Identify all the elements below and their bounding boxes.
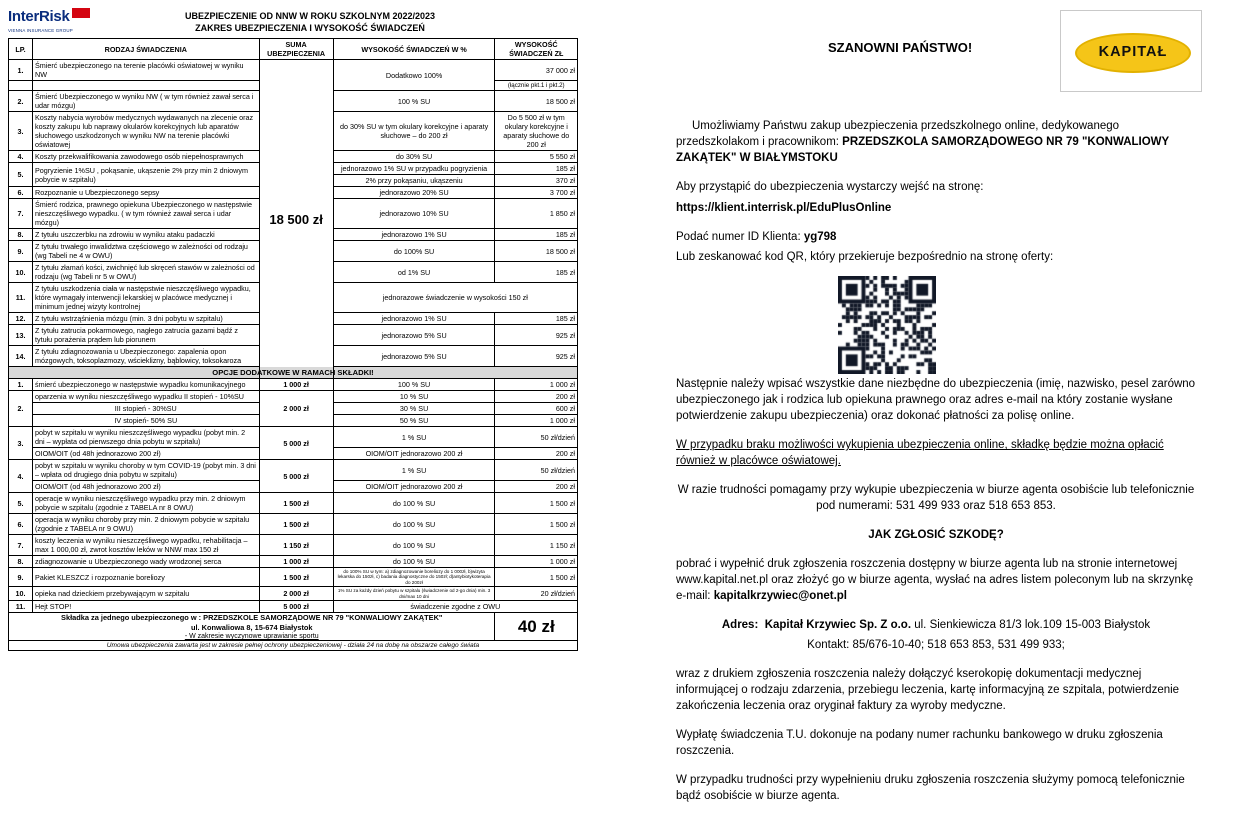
row-name: Z tytułu trwałego inwalidztwa częściowego w zależności od rodzaju (wg Tabeli ne 4 w OWU): [33, 241, 260, 262]
agency-address-line: [676, 617, 1196, 633]
row-su: 5 000 zł: [259, 460, 333, 493]
paragraph-payout: Wypłatę świadczenia T.U. dokonuje na podany numer rachunku bankowego w druku zgłoszenia roszczenia.: [676, 729, 1163, 757]
row-name: Z tytułu uszkodzenia ciała w następstwie nieszczęśliwego wypadku, które wymagały interwencji lekarskiej w placówce medycznej i minimum jednej wizyty kontrolnej: [33, 283, 260, 313]
row-su: 5 000 zł: [259, 601, 333, 613]
row-pct: świadczenie zgodne z OWU: [333, 601, 577, 613]
row-lp: 6.: [9, 514, 33, 535]
eduplus-url[interactable]: https://klient.interrisk.pl/EduPlusOnline: [676, 202, 892, 214]
row-zl: 1 850 zł: [495, 199, 578, 229]
row-su: 1 500 zł: [259, 493, 333, 514]
premium-amount: 40 zł: [495, 613, 578, 641]
row-pct: jednorazowo 10% SU: [333, 199, 495, 229]
benefits-table: [8, 38, 578, 651]
table-row: [9, 601, 578, 613]
row-pct: jednorazowo 5% SU: [333, 346, 495, 367]
row-pct: 10 % SU: [333, 391, 495, 403]
row-pct: jednorazowe świadczenie w wysokości 150 zł: [333, 283, 577, 313]
letter-body-top: [676, 118, 1196, 278]
row-lp: 3.: [9, 427, 33, 460]
row-name: Z tytułu zdiagnozowania u Ubezpieczonego: zapalenia opon mózgowych, toksoplazmozy, wścieklizny, bąblowicy, toksokaroza: [33, 346, 260, 367]
row-name: III stopień - 30%SU: [33, 403, 260, 415]
row-lp: 13.: [9, 325, 33, 346]
row-name: Hejt STOP!: [33, 601, 260, 613]
row-name: koszty leczenia w wyniku nieszczęśliwego wypadku, rehabilitacja – max 1 000,00 zł, zwrot kosztów leków w NNW max 150 zł: [33, 535, 260, 556]
row-pct: 1% SU za każdy dzień pobytu w szpitalu (świadczenie od 2-go dnia) min. 3 dni/max 10 dni: [333, 587, 495, 601]
row-pct: od 1% SU: [333, 262, 495, 283]
row-pct: do 100 % SU: [333, 535, 495, 556]
row-zl: 50 zł/dzień: [495, 460, 578, 481]
header-rodzaj: RODZAJ ŚWIADCZENIA: [33, 39, 260, 60]
row-zl: 1 000 zł: [495, 556, 578, 568]
row-zl: 1 500 zł: [495, 568, 578, 587]
row-pct: 100 % SU: [333, 91, 495, 112]
section-header-row: [9, 367, 578, 379]
client-id-value: yg798: [803, 231, 837, 243]
row-lp: 6.: [9, 187, 33, 199]
row-su: 1 000 zł: [259, 379, 333, 391]
row-zl: 1 150 zł: [495, 535, 578, 556]
row-pct: 100 % SU: [333, 379, 495, 391]
row-lp: 3.: [9, 112, 33, 151]
row-zl: 185 zł: [495, 163, 578, 175]
row-pct: 50 % SU: [333, 415, 495, 427]
row-name: zdiagnozowanie u Ubezpieczonego wady wrodzonej serca: [33, 556, 260, 568]
coverage-footnote: Umowa ubezpieczenia zawarta jest w zakresie pełnej ochrony ubezpieczeniowej - działa 24 na dobę na obszarze całego świata: [9, 641, 578, 651]
row-name: operacje w wyniku nieszczęśliwego wypadku przy min. 2 dniowym pobycie w szpitalu (zgodnie z TABELA nr 8 OWU): [33, 493, 260, 514]
paragraph-howto-text: Aby przystąpić do ubezpieczenia wystarczy wejść na stronę:: [676, 181, 984, 193]
document-title: [100, 10, 520, 34]
insurance-scope-panel: [0, 0, 620, 833]
row-pct: do 100% SU w tym: a) zdiagnozowanie boreliozy do 1 000zł, b)wizyta lekarska do 150zł, c) badania diagnostyczne do 150zł; d)antybiotykoterapia do 200zł: [333, 568, 495, 587]
table-row: [9, 427, 578, 448]
header-suma: SUMA UBEZPIECZENIA: [259, 39, 333, 60]
row-su: 2 000 zł: [259, 391, 333, 427]
row-lp: 8.: [9, 556, 33, 568]
premium-school-line: Składka za jednego ubezpieczonego w : PRZEDSZKOLE SAMORZĄDOWE NR 79 "KONWALIOWY ZAKĄTEK": [61, 613, 443, 623]
letter-salutation: SZANOWNI PAŃSTWO!: [828, 40, 973, 55]
table-row: [9, 493, 578, 514]
row-lp: 8.: [9, 229, 33, 241]
row-su: 1 000 zł: [259, 556, 333, 568]
row-name: IV stopień- 50% SU: [33, 415, 260, 427]
premium-address-line: ul. Konwaliowa 8, 15-674 Białystok: [190, 623, 313, 633]
qr-code-canvas: [838, 276, 936, 374]
row-zl: 200 zł: [495, 481, 578, 493]
row-zl: 1 000 zł: [495, 415, 578, 427]
row-su: 1 500 zł: [259, 568, 333, 587]
row-su: 1 150 zł: [259, 535, 333, 556]
row-lp: 4.: [9, 460, 33, 493]
row-zl: 20 zł/dzień: [495, 587, 578, 601]
table-row: [9, 535, 578, 556]
row-lp: 9.: [9, 568, 33, 587]
row-name: pobyt w szpitalu w wyniku nieszczęśliwego wypadku (pobyt min. 2 dni – wypłata od pierwszego dnia pobytu w szpitalu): [33, 427, 260, 448]
row-name: Śmierć ubezpieczonego na terenie placówki oświatowej w wyniku NW: [33, 60, 260, 81]
interrisk-logo-subtitle: VIENNA INSURANCE GROUP: [8, 28, 73, 33]
qr-instruction: Lub zeskanować kod QR, który przekieruje bezpośrednio na stronę oferty:: [676, 251, 1054, 263]
table-row: [9, 60, 578, 81]
kapital-logo-text: KAPITAŁ: [1098, 44, 1168, 60]
row-name: Śmierć rodzica, prawnego opiekuna Ubezpieczonego w następstwie nieszczęśliwego wypadku. ( w tym również zawał serca i udar mózgu): [33, 199, 260, 229]
paragraph-claim-howto: [676, 556, 1196, 604]
row-lp: 1.: [9, 60, 33, 81]
row-pct: OIOM/OIT jednorazowo 200 zł: [333, 481, 495, 493]
row-zl: 925 zł: [495, 325, 578, 346]
table-row: [9, 587, 578, 601]
row-pct: jednorazowo 1% SU: [333, 229, 495, 241]
agency-address: ul. Sienkiewicza 81/3 lok.109 15-003 Białystok: [911, 619, 1151, 631]
row-name: Koszty nabycia wyrobów medycznych wydawanych na zlecenie oraz koszty zakupu lub naprawy okularów korekcyjnych lub aparatów słuchowego uszkodzonych w wyniku NW na terenie placówki oświatowej: [33, 112, 260, 151]
table-row: [9, 379, 578, 391]
row-lp: 12.: [9, 313, 33, 325]
online-url-line: [676, 200, 1196, 216]
paragraph-documents: wraz z drukiem zgłoszenia roszczenia należy dołączyć kserokopię dokumentacji medycznej informującej o rodzaju zdarzenia, przebiegu leczenia, kartę informacyjną ze szpitala, potwierdzenie zakończenia leczenia oraz oryginał faktury za wyroby medyczne.: [676, 668, 1180, 712]
row-zl: 18 500 zł: [495, 91, 578, 112]
row-name: oparzenia w wyniku nieszczęśliwego wypadku II stopień - 10%SU: [33, 391, 260, 403]
row-lp: 11.: [9, 283, 33, 313]
row-zl: 200 zł: [495, 391, 578, 403]
row-zl-note: (łącznie pkt.1 i pkt.2): [495, 81, 578, 91]
interrisk-logo-text: InterRisk: [8, 8, 70, 25]
row-pct: do 100 % SU: [333, 514, 495, 535]
school-name: PRZEDSZKOLA SAMORZĄDOWEGO NR 79 "KONWALIOWY ZAKĄTEK" W BIAŁYMSTOKU: [676, 136, 1169, 164]
table-row: [9, 556, 578, 568]
paragraph-intro-text: Umożliwiamy Państwu zakup ubezpieczenia przedszkolnego online, dedykowanego przedszkolakom i pracownikom:: [676, 120, 1120, 148]
row-zl: 185 zł: [495, 313, 578, 325]
row-pct: do 100% SU: [333, 241, 495, 262]
row-pct: do 100 % SU: [333, 556, 495, 568]
table-row: [9, 391, 578, 403]
row-name: Koszty przekwalifikowania zawodowego osób niepełnosprawnych: [33, 151, 260, 163]
row-name: opieka nad dzieckiem przebywającym w szpitalu: [33, 587, 260, 601]
claims-heading: JAK ZGŁOSIĆ SZKODĘ?: [868, 529, 1004, 541]
row-lp: 7.: [9, 535, 33, 556]
row-lp: 2.: [9, 91, 33, 112]
address-label: Adres:: [721, 619, 759, 631]
row-pct: OIOM/OIT jednorazowo 200 zł: [333, 448, 495, 460]
row-lp: 1.: [9, 379, 33, 391]
row-su: 1 500 zł: [259, 514, 333, 535]
row-zl: 50 zł/dzień: [495, 427, 578, 448]
premium-scope-line: - W zakresie wyczynowe uprawianie sportu: [184, 633, 319, 641]
premium-row: [9, 613, 578, 641]
row-name: OIOM/OIT (od 48h jednorazowo 200 zł): [33, 481, 260, 493]
paragraph-claim-text: pobrać i wypełnić druk zgłoszenia roszczenia dostępny w biurze agenta lub na stronie internetowej www.kapital.net.pl oraz złożyć go w biurze agenta, wysłać na adres listem poleconym lub na skrzynkę e-mail:: [676, 558, 1194, 602]
letter-panel: [640, 0, 1248, 833]
row-name: Pakiet KLESZCZ i rozpoznanie boreliozy: [33, 568, 260, 587]
row-pct: Dodatkowo 100%: [333, 60, 495, 91]
logo-accent-bar: [72, 8, 90, 18]
row-lp: 7.: [9, 199, 33, 229]
row-name: Pogryzienie 1%SU , pokąsanie, ukąszenie 2% przy min 2 dniowym pobycie w szpitalu): [33, 163, 260, 187]
paragraph-fill-data: Następnie należy wpisać wszystkie dane niezbędne do ubezpieczenia (imię, nazwisko, pesel zarówno ubezpieczonego jak i rodzica lub opiekuna prawnego oraz adres e-mail na który zostanie wysłane potwierdzenie zakupu ubezpieczenia) oraz dokonać płatności za polisę online.: [676, 378, 1196, 422]
row-pct: do 30% SU w tym okulary korekcyjne i aparaty słuchowe – do 200 zł: [333, 112, 495, 151]
document-title-line1: UBEZPIECZENIE OD NNW W ROKU SZKOLNYM 2022/2023: [184, 11, 436, 21]
row-pct: jednorazowo 1% SU w przypadku pogryzienia: [333, 163, 495, 175]
row-pct: do 30% SU: [333, 151, 495, 163]
row-name: [33, 81, 260, 91]
row-zl: 5 550 zł: [495, 151, 578, 163]
table-header-row: [9, 39, 578, 60]
row-name: Śmierć Ubezpieczonego w wyniku NW ( w tym również zawał serca i udar mózgu): [33, 91, 260, 112]
paragraph-help: W razie trudności pomagamy przy wykupie ubezpieczenia w biurze agenta osobiście lub telefonicznie pod numerami: 531 499 933 oraz 518 653 853.: [677, 484, 1195, 512]
client-id-line: [676, 229, 1196, 245]
row-zl: 1 500 zł: [495, 493, 578, 514]
interrisk-logo: [8, 8, 100, 42]
row-pct: do 100 % SU: [333, 493, 495, 514]
row-zl: 37 000 zł: [495, 60, 578, 81]
header-lp: LP.: [9, 39, 33, 60]
row-pct: 1 % SU: [333, 460, 495, 481]
header-zl: WYSOKOŚĆ ŚWIADCZEŃ ZŁ: [495, 39, 578, 60]
row-lp: 5.: [9, 163, 33, 187]
row-name: pobyt w szpitalu w wyniku choroby w tym COVID-19 (pobyt min. 3 dni – wpłata od drugiego dnia pobytu w szpitalu): [33, 460, 260, 481]
sum-insured-cell: 18 500 zł: [259, 60, 333, 379]
row-pct: jednorazowo 5% SU: [333, 325, 495, 346]
row-zl: 600 zł: [495, 403, 578, 415]
row-pct: jednorazowo 1% SU: [333, 313, 495, 325]
agency-contact: Kontakt: 85/676-10-40; 518 653 853, 531 499 933;: [807, 639, 1065, 651]
paragraph-offline-payment: W przypadku braku możliwości wykupienia ubezpieczenia online, składkę będzie można opłacić również w placówce oświatowej.: [676, 439, 1164, 467]
row-name: Z tytułu zatrucia pokarmowego, nagłego zatrucia gazami bądź z tytułu porażenia prądem lub piorunem: [33, 325, 260, 346]
row-lp: 4.: [9, 151, 33, 163]
row-su: 5 000 zł: [259, 427, 333, 460]
document-title-line2: ZAKRES UBEZPIECZENIA I WYSOKOŚĆ ŚWIADCZEŃ: [195, 23, 425, 33]
kapital-logo-oval: [1075, 33, 1191, 73]
row-pct: 1 % SU: [333, 427, 495, 448]
section-header-additional: OPCJE DODATKOWE W RAMACH SKŁADKI!: [9, 367, 578, 379]
row-pct: 30 % SU: [333, 403, 495, 415]
row-lp: 10.: [9, 262, 33, 283]
row-lp: 14.: [9, 346, 33, 367]
row-zl: 185 zł: [495, 229, 578, 241]
row-name: operacja w wyniku choroby przy min. 2 dniowym pobycie w szpitalu (zgodnie z TABELA nr 9 OWU): [33, 514, 260, 535]
row-name: Rozpoznanie u Ubezpieczonego sepsy: [33, 187, 260, 199]
row-pct-2: 2% przy pokąsaniu, ukąszeniu: [333, 175, 495, 187]
row-zl: Do 5 500 zł w tym okulary korekcyjne i aparaty słuchowe do 200 zł: [495, 112, 578, 151]
row-zl: 200 zł: [495, 448, 578, 460]
paragraph-intro: [676, 118, 1196, 166]
table-row: [9, 460, 578, 481]
row-lp: 10.: [9, 587, 33, 601]
row-zl: 18 500 zł: [495, 241, 578, 262]
row-zl: 925 zł: [495, 346, 578, 367]
row-name: Z tytułu złamań kości, zwichnięć lub skręceń stawów w zależności od rodzaju (wg Tabeli nr 5 w OWU): [33, 262, 260, 283]
letter-body-bottom: [676, 376, 1196, 817]
table-row: [9, 568, 578, 587]
row-name: Z tytułu wstrząśnienia mózgu (min. 3 dni pobytu w szpitalu): [33, 313, 260, 325]
row-lp: 11.: [9, 601, 33, 613]
row-pct: jednorazowo 20% SU: [333, 187, 495, 199]
claims-email[interactable]: kapitalkrzywiec@onet.pl: [713, 590, 847, 602]
header-procent: WYSOKOŚĆ ŚWIADCZEŃ W %: [333, 39, 495, 60]
row-su: 2 000 zł: [259, 587, 333, 601]
row-zl: 185 zł: [495, 262, 578, 283]
row-lp: [9, 81, 33, 91]
client-id-label: Podać numer ID Klienta:: [676, 231, 804, 243]
row-name: śmierć ubezpieczonego w następstwie wypadku komunikacyjnego: [33, 379, 260, 391]
row-lp: 2.: [9, 391, 33, 427]
row-lp: 5.: [9, 493, 33, 514]
paragraph-support: W przypadku trudności przy wypełnieniu druku zgłoszenia roszczenia służymy pomocą telefonicznie bądź osobiście w biurze agenta.: [676, 774, 1185, 802]
paragraph-howto: [676, 179, 1196, 195]
row-zl: 1 000 zł: [495, 379, 578, 391]
row-name: Z tytułu uszczerbku na zdrowiu w wyniku ataku padaczki: [33, 229, 260, 241]
row-name: OIOM/OIT (od 48h jednorazowo 200 zł): [33, 448, 260, 460]
row-lp: 9.: [9, 241, 33, 262]
table-row: [9, 514, 578, 535]
row-zl: 1 500 zł: [495, 514, 578, 535]
row-zl-2: 370 zł: [495, 175, 578, 187]
qr-code[interactable]: [838, 276, 936, 374]
agency-name: Kapitał Krzywiec Sp. Z o.o.: [764, 619, 912, 631]
footnote-row: [9, 641, 578, 651]
kapital-logo: [1060, 10, 1202, 92]
row-zl: 3 700 zł: [495, 187, 578, 199]
